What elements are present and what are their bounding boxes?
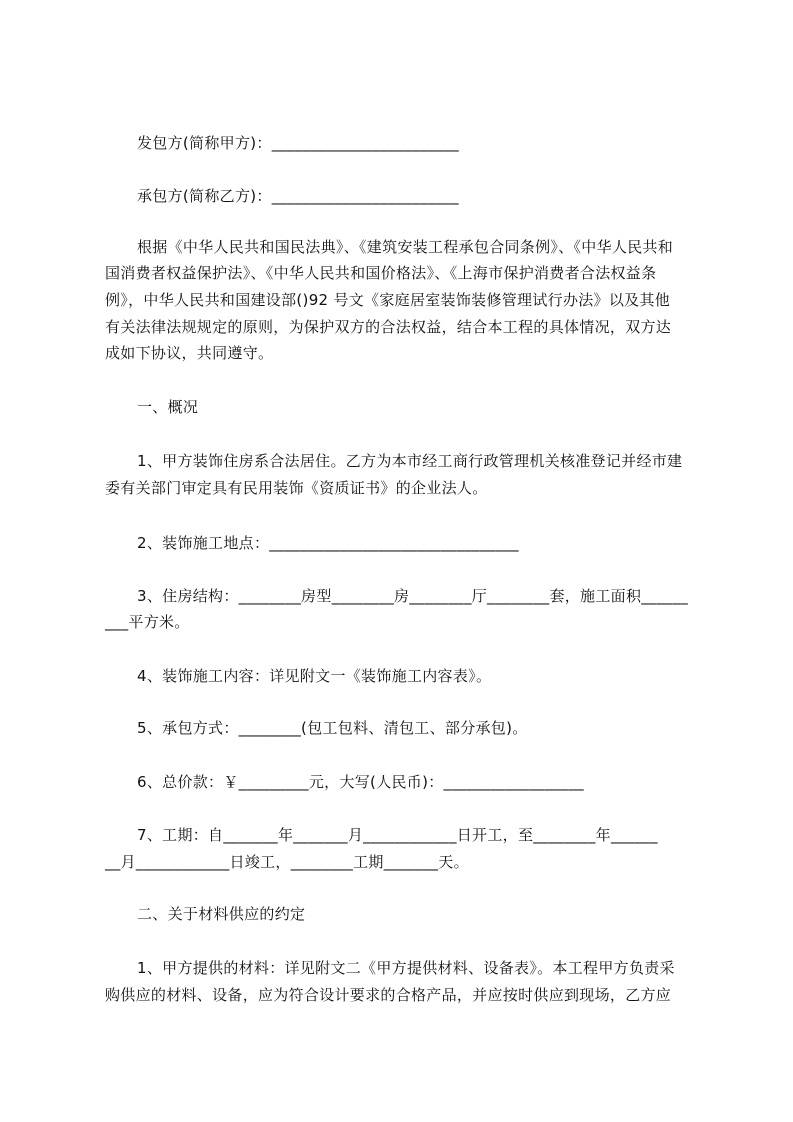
clause-line: __月____________日竣工，________工期_______天。 xyxy=(105,853,469,871)
preamble-line: 成如下协议，共同遵守。 xyxy=(105,344,274,362)
clause-line: 1、甲方装饰住房系合法居住。乙方为本市经工商行政管理机关核准登记并经市建 xyxy=(137,452,683,470)
section-heading: 二、关于材料供应的约定 xyxy=(137,905,306,923)
preamble-line: 例》，中华人民共和国建设部()92 号文《家庭居室装饰装修管理试行办法》以及其他 xyxy=(105,291,671,309)
preamble-line: 有关法律法规规定的原则，为保护双方的合法权益，结合本工程的具体情况，双方达 xyxy=(105,318,672,336)
clause-line: 2、装饰施工地点：________________________________ xyxy=(137,534,519,552)
party-b-line: 承包方(简称乙方)：________________________ xyxy=(137,187,459,205)
clause-line: 委有关部门审定具有民用装饰《资质证书》的企业法人。 xyxy=(105,479,488,497)
party-a-line: 发包方(简称甲方)：________________________ xyxy=(137,134,459,152)
clause-line: 5、承包方式：________(包工包料、清包工、部分承包)。 xyxy=(137,719,528,737)
clause-line: 4、装饰施工内容：详见附文一《装饰施工内容表》。 xyxy=(137,667,492,685)
preamble-line: 根据《中华人民共和国民法典》、《建筑安装工程承包合同条例》、《中华人民共和 xyxy=(137,238,674,256)
clause-line: 3、住房结构：________房型________房________厅________套，施工面积______ xyxy=(137,587,689,605)
clause-line: 6、总价款：￥_________元，大写(人民币)：__________________ xyxy=(137,773,584,791)
clause-line: 购供应的材料、设备，应为符合设计要求的合格产品，并应按时供应到现场，乙方应 xyxy=(105,986,672,1004)
preamble-line: 国消费者权益保护法》、《中华人民共和国价格法》、《上海市保护消费者合法权益条 xyxy=(105,264,657,282)
clause-line: 7、工期：自_______年_______月____________日开工，至________年______ xyxy=(137,826,658,844)
clause-line: ___平方米。 xyxy=(105,613,190,631)
section-heading: 一、概况 xyxy=(137,398,199,416)
clause-line: 1、甲方提供的材料：详见附文二《甲方提供材料、设备表》。本工程甲方负责采 xyxy=(137,959,675,977)
